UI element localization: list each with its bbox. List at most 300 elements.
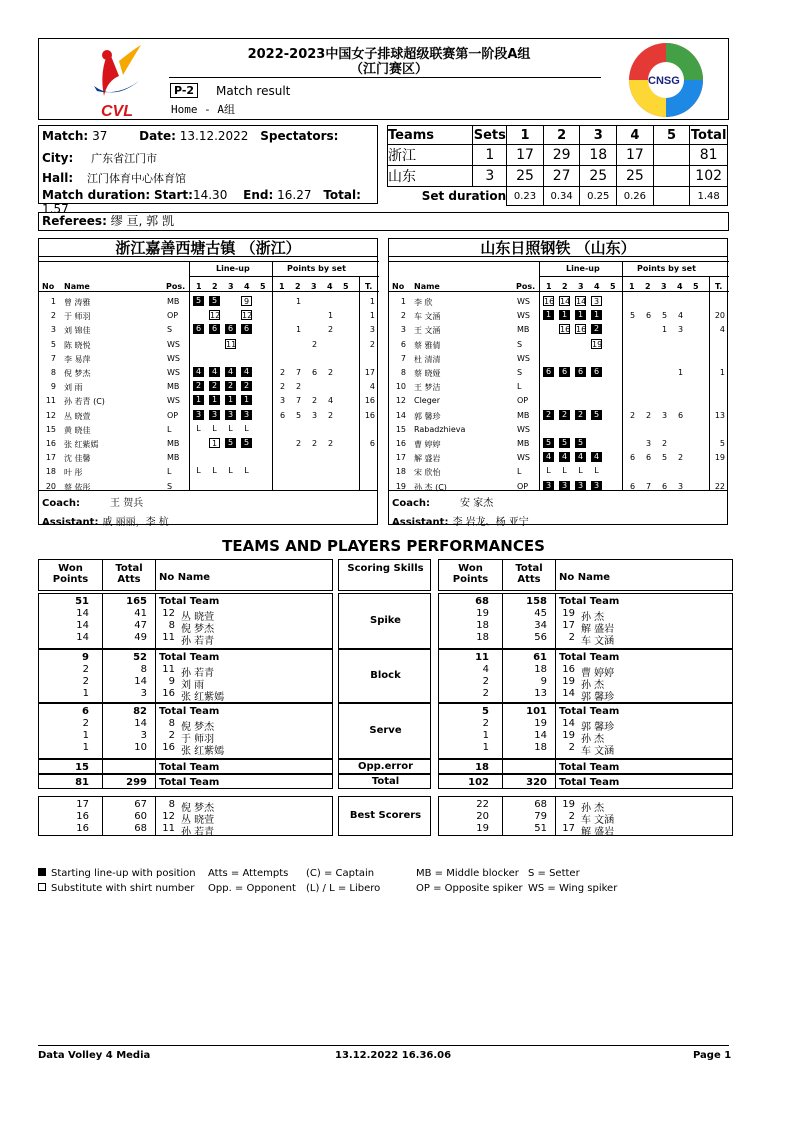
score-header: 4: [617, 126, 654, 145]
player-name: 孙 杰: [581, 612, 605, 623]
player-no: 3: [400, 325, 406, 335]
coach-name: 安 家杰: [460, 498, 494, 509]
player-pos: WS: [167, 396, 180, 406]
lineup-cell: 16: [544, 297, 555, 306]
player-name: Cleger: [414, 396, 441, 406]
total-atts: 158: [526, 596, 547, 607]
set-points: 2: [296, 439, 302, 448]
lineup-cell: 19: [592, 339, 603, 349]
lineup-cell: 1: [559, 310, 570, 320]
player-no: 16: [162, 688, 175, 699]
header: [38, 38, 729, 120]
player-pos: OP: [517, 396, 529, 406]
set-no: 4: [594, 282, 600, 291]
player-name: Total Team: [159, 777, 220, 788]
player-pos: MB: [167, 382, 180, 392]
total-atts: 18: [534, 742, 547, 753]
won-points: 19: [476, 823, 489, 834]
total-atts: 9: [540, 676, 547, 687]
player-pos: L: [517, 382, 522, 392]
set-points: 2: [646, 410, 652, 420]
player-pos: WS: [517, 311, 530, 321]
player-no: 17: [562, 823, 575, 834]
lineup-cell: 3: [193, 410, 204, 420]
skill-cell: [338, 774, 431, 789]
player-name: 于 师羽: [181, 734, 215, 745]
lineup-cell: 1: [575, 310, 586, 320]
lineup-cell: 4: [209, 367, 220, 377]
won-points: 11: [475, 652, 489, 663]
set-points: 6: [312, 368, 318, 377]
cell: Name: [64, 282, 90, 291]
perf-cell: Won Points: [52, 563, 89, 585]
won-points: 2: [482, 676, 489, 687]
total-atts: 45: [534, 608, 547, 619]
won-points: 4: [482, 664, 489, 675]
score-cell: 25: [580, 166, 617, 187]
skill-name: Total: [371, 775, 400, 787]
set-points: 3: [646, 439, 652, 448]
coach-block: [389, 490, 727, 531]
player-name: Total Team: [559, 596, 620, 607]
set-no: 1: [279, 282, 285, 291]
total-points: 19: [714, 453, 725, 463]
won-points: 1: [82, 730, 89, 741]
lineup-cell: 6: [543, 367, 554, 377]
player-name: 丛 晓萱: [181, 612, 215, 623]
player-pos: L: [167, 424, 172, 434]
cell: Pos.: [166, 282, 186, 291]
cell: No: [42, 282, 55, 291]
won-points: 16: [76, 823, 89, 834]
player-pos: L: [167, 467, 172, 477]
set-no: 2: [295, 282, 301, 291]
set-no: 1: [196, 282, 202, 291]
perf-block: [438, 759, 733, 774]
total-atts: 19: [534, 718, 547, 729]
set-points: 6: [646, 453, 652, 463]
player-name: Total Team: [559, 706, 620, 717]
total-points: 4: [719, 325, 725, 335]
total-atts: 82: [133, 706, 147, 717]
set-points: 6: [630, 453, 636, 463]
lineup-cell: 12: [242, 311, 253, 321]
set-points: 2: [328, 325, 334, 335]
player-name: Total Team: [159, 652, 220, 663]
player-pos: WS: [517, 424, 530, 434]
lineup-cell: 16: [576, 325, 587, 335]
player-name: 陈 晓悦: [64, 340, 91, 350]
lineup-cell: 4: [193, 367, 204, 377]
set-points: 7: [296, 368, 302, 377]
perf-block: [38, 593, 333, 649]
cell: T.: [365, 282, 373, 291]
player-pos: MB: [167, 297, 180, 306]
coach-name: 王 贺兵: [110, 498, 144, 509]
lineup-cell: 2: [559, 410, 570, 420]
lineup-cell: 3: [559, 481, 570, 491]
player-name: Total Team: [159, 706, 220, 717]
lineup-cell: L: [578, 466, 583, 476]
set-points: 4: [328, 396, 334, 406]
set-points: 3: [678, 325, 684, 335]
total-points: 1: [719, 368, 725, 377]
set-duration: 0.26: [617, 187, 654, 206]
player-pos: S: [167, 325, 173, 335]
lineup-cell: 3: [209, 410, 220, 420]
won-points: 19: [476, 608, 489, 619]
won-points: 18: [475, 762, 489, 773]
player-pos: WS: [167, 368, 180, 377]
set-points: 4: [678, 311, 684, 321]
set-no: 4: [244, 282, 250, 291]
set-no: 2: [645, 282, 651, 291]
lineup-cell: L: [546, 466, 551, 476]
player-no: 14: [562, 688, 575, 699]
lineup-cell: 6: [575, 367, 586, 377]
lineup-cell: 1: [225, 395, 236, 405]
lineup-cell: 1: [209, 395, 220, 405]
won-points: 6: [82, 706, 89, 717]
lineup-cell: 4: [559, 452, 570, 462]
set-points: 6: [280, 410, 286, 420]
lineup-cell: 3: [225, 410, 236, 420]
player-no: 11: [162, 664, 175, 675]
player-name: 解 盛岩: [581, 827, 615, 838]
player-pos: S: [167, 481, 173, 491]
cell: Name: [414, 282, 440, 291]
player-name: 解 盛岩: [414, 454, 441, 464]
won-points: 2: [482, 718, 489, 729]
won-points: 68: [475, 596, 489, 607]
set-points: 5: [630, 311, 636, 321]
perf-header: [38, 559, 333, 591]
player-no: 12: [162, 811, 175, 822]
total-atts: 8: [140, 664, 147, 675]
set-duration: [653, 187, 690, 206]
player-name: 郭 馨珍: [414, 411, 441, 421]
set-no: 3: [578, 282, 584, 291]
lineup-cell: 16: [560, 325, 571, 335]
skill-name: Best Scorers: [349, 810, 422, 821]
player-no: 2: [400, 311, 406, 321]
player-name: 孙 杰 (C): [414, 482, 447, 492]
perf-cell: Total Atts: [515, 563, 543, 585]
lineup-cell: 4: [591, 452, 602, 462]
player-no: 17: [562, 620, 575, 631]
set-no: 1: [546, 282, 552, 291]
player-no: 19: [562, 730, 575, 741]
total-points: 16: [364, 396, 375, 406]
cell: Pos.: [516, 282, 536, 291]
lineup-cell: 2: [225, 381, 236, 391]
lineup-cell: L: [244, 423, 249, 433]
player-pos: MB: [517, 410, 530, 420]
assistant-name: 李 岩龙、杨 亚宁: [452, 517, 529, 528]
player-name: 倪 梦杰: [64, 369, 91, 378]
won-points: 14: [76, 632, 89, 643]
lineup-cell: L: [244, 466, 249, 476]
won-points: 2: [82, 718, 89, 729]
total-atts: 3: [140, 730, 147, 741]
lineup-cell: 12: [210, 311, 221, 321]
set-points: 2: [296, 382, 302, 392]
score-table: [387, 125, 728, 206]
player-name: 杜 清清: [414, 354, 441, 364]
perf-cell: No Name: [559, 572, 611, 583]
referees: Referees: 缪 亘, 郭 凯: [38, 212, 729, 231]
player-pos: WS: [517, 453, 530, 463]
player-no: 11: [45, 396, 56, 406]
player-name: 于 师羽: [64, 312, 91, 322]
player-name: 王 文涵: [414, 326, 441, 336]
set-duration: 0.23: [507, 187, 544, 206]
player-no: 11: [162, 823, 175, 834]
player-name: 黄 晓佳: [64, 425, 91, 435]
lineup-cell: L: [196, 466, 201, 476]
set-no: 2: [562, 282, 568, 291]
total-atts: 68: [134, 823, 147, 834]
player-name: 王 梦洁: [414, 383, 441, 393]
total-atts: 14: [134, 718, 147, 729]
set-points: 6: [662, 481, 668, 491]
total-points: 13: [714, 410, 725, 420]
points-header: Points by set: [287, 264, 346, 273]
player-no: 2: [568, 742, 575, 753]
lineup-cell: L: [212, 423, 217, 433]
player-no: 18: [395, 467, 406, 477]
lineup-cell: 2: [543, 410, 554, 420]
player-name: 张 红紫嫣: [64, 440, 99, 449]
lineup-cell: 6: [591, 367, 602, 377]
score-cell: 27: [543, 166, 580, 187]
lineup-cell: 5: [193, 296, 204, 306]
set-no: 4: [327, 282, 333, 291]
total-points: 6: [369, 439, 375, 448]
perf-block: [438, 796, 733, 836]
lineup-cell: 4: [575, 452, 586, 462]
skill-name: Serve: [369, 725, 402, 736]
perf-block: [438, 649, 733, 703]
total-atts: 79: [534, 811, 547, 822]
player-name: 蔡 晓娅: [414, 369, 441, 378]
perf-block: [38, 759, 333, 774]
lineup-header: Line-up: [216, 264, 250, 273]
set-points: 3: [662, 410, 668, 420]
lineup-cell: 2: [241, 381, 252, 391]
player-no: 19: [562, 676, 575, 687]
player-name: 刘 锦佳: [64, 326, 91, 336]
score-cell: 25: [617, 166, 654, 187]
total-atts: 320: [526, 777, 547, 788]
lineup-cell: 3: [575, 481, 586, 491]
player-name: 丛 晓萱: [181, 815, 215, 826]
player-no: 12: [395, 396, 406, 406]
player-pos: MB: [167, 453, 180, 463]
score-cell: 102: [690, 166, 728, 187]
player-pos: MB: [517, 325, 530, 335]
coach-label: Coach:: [392, 498, 431, 509]
footer-center: 13.12.2022 16.36.06: [335, 1050, 452, 1061]
perf-cell: Won Points: [452, 563, 489, 585]
lineup-cell: 2: [209, 381, 220, 391]
player-name: 曾 涛雅: [64, 298, 91, 307]
lineup-cell: 6: [241, 324, 252, 334]
cell: No: [392, 282, 405, 291]
set-points: 3: [678, 481, 684, 491]
won-points: 9: [82, 652, 89, 663]
player-no: 17: [395, 453, 406, 463]
total-points: 4: [369, 382, 375, 392]
match-info: Match: 37 Date: 13.12.2022 Spectators: City: 广东省江门市 Hall: 江门体育中心体育馆 Match duration: Start:14.30 End: 16.27 Total: 1.57: [38, 125, 378, 204]
lineup-cell: 3: [543, 481, 554, 491]
player-pos: OP: [517, 481, 529, 491]
player-pos: MB: [167, 439, 180, 448]
won-points: 5: [482, 706, 489, 717]
player-no: 16: [45, 439, 56, 448]
total-atts: 56: [534, 632, 547, 643]
player-name: 郭 馨珍: [581, 722, 615, 733]
won-points: 81: [75, 777, 89, 788]
skill-cell: [338, 649, 431, 703]
player-name: 蔡 依彤: [64, 482, 91, 492]
perf-block: [38, 703, 333, 759]
score-cell: 3: [473, 166, 507, 187]
total-atts: 101: [526, 706, 547, 717]
total-points: 5: [719, 439, 725, 448]
lineup-cell: L: [228, 423, 233, 433]
set-no: 3: [311, 282, 317, 291]
lineup-cell: 3: [241, 410, 252, 420]
player-name: Total Team: [159, 596, 220, 607]
total-atts: 41: [134, 608, 147, 619]
lineup-cell: 1: [543, 310, 554, 320]
team-name: 山东日照钢铁 （山东）: [389, 239, 727, 257]
player-no: 3: [50, 325, 56, 335]
skill-name: Block: [370, 670, 401, 681]
set-points: 1: [678, 368, 684, 377]
perf-cell: No Name: [159, 572, 211, 583]
player-name: 宋 欣怡: [414, 468, 441, 478]
set-points: 2: [662, 439, 668, 448]
total-atts: 68: [534, 799, 547, 810]
set-points: 2: [678, 453, 684, 463]
perf-block: [438, 593, 733, 649]
player-pos: MB: [517, 439, 530, 448]
total-atts: 52: [133, 652, 147, 663]
coach-block: [39, 490, 377, 531]
lineup-cell: 5: [241, 438, 252, 448]
player-pos: WS: [517, 353, 530, 363]
player-name: 曹 婷婷: [414, 440, 441, 449]
player-pos: S: [517, 339, 523, 349]
svg-text:CVL: CVL: [101, 103, 133, 119]
player-pos: S: [517, 368, 523, 377]
lineup-cell: 5: [225, 438, 236, 448]
score-header: 1: [507, 126, 544, 145]
cvl-logo: [79, 41, 149, 119]
lineup-cell: L: [196, 423, 201, 433]
won-points: 2: [482, 688, 489, 699]
player-no: 1: [50, 297, 56, 306]
lineup-cell: 9: [241, 296, 252, 306]
player-no: 1: [400, 297, 406, 306]
set-no: 3: [228, 282, 234, 291]
perf-block: [438, 774, 733, 789]
player-name: Rabadzhieva: [414, 424, 466, 434]
total-atts: 49: [134, 632, 147, 643]
won-points: 20: [476, 811, 489, 822]
lineup-cell: 3: [591, 481, 602, 491]
total-atts: 14: [534, 730, 547, 741]
player-name: 刘 雨: [64, 383, 83, 393]
set-points: 2: [280, 368, 286, 377]
set-points: 2: [328, 439, 334, 448]
won-points: 1: [82, 742, 89, 753]
set-no: 5: [343, 282, 349, 291]
set-no: 1: [629, 282, 635, 291]
score-cell: 山东: [388, 166, 473, 187]
player-pos: OP: [167, 410, 179, 420]
set-points: 6: [630, 481, 636, 491]
won-points: 17: [76, 799, 89, 810]
won-points: 51: [75, 596, 89, 607]
skill-cell: [338, 593, 431, 649]
total-points: 16: [364, 410, 375, 420]
total-points: 22: [714, 481, 725, 491]
player-name: 倪 梦杰: [181, 803, 215, 814]
lineup-cell: 5: [209, 296, 220, 306]
player-name: Total Team: [159, 762, 220, 773]
lineup-cell: 4: [241, 367, 252, 377]
cnsg-logo: [627, 41, 705, 119]
set-points: 2: [280, 382, 286, 392]
player-no: 9: [168, 676, 175, 687]
player-name: 车 文涵: [581, 636, 615, 647]
assistant-label: Assistant:: [42, 517, 99, 528]
score-header: 5: [653, 126, 690, 145]
total-points: 2: [369, 339, 375, 349]
player-name: Total Team: [559, 777, 620, 788]
set-no: 3: [661, 282, 667, 291]
player-no: 15: [45, 424, 56, 434]
lineup-cell: L: [212, 466, 217, 476]
lineup-cell: 6: [559, 367, 570, 377]
player-no: 17: [45, 453, 56, 463]
player-no: 2: [568, 632, 575, 643]
player-no: 7: [400, 353, 406, 363]
player-name: 孙 若青: [181, 668, 215, 679]
footer-right: Page 1: [693, 1050, 732, 1061]
player-name: 曹 婷婷: [581, 668, 615, 679]
player-name: 倪 梦杰: [181, 624, 215, 635]
player-name: 孙 若青: [181, 827, 215, 838]
player-no: 9: [50, 382, 56, 392]
set-points: 2: [328, 410, 334, 420]
set-points: 3: [280, 396, 286, 406]
set-points: 1: [296, 297, 302, 306]
score-header: Total: [690, 127, 727, 143]
player-no: 12: [162, 608, 175, 619]
player-pos: WS: [517, 297, 530, 306]
player-pos: L: [517, 467, 522, 477]
set-points: 5: [662, 311, 668, 321]
total-points: 1: [369, 297, 375, 306]
set-points: 6: [646, 311, 652, 321]
page-label: Match result: [216, 84, 291, 98]
title-sub: （江门赛区）: [349, 62, 428, 77]
score-header: Sets: [473, 127, 506, 143]
